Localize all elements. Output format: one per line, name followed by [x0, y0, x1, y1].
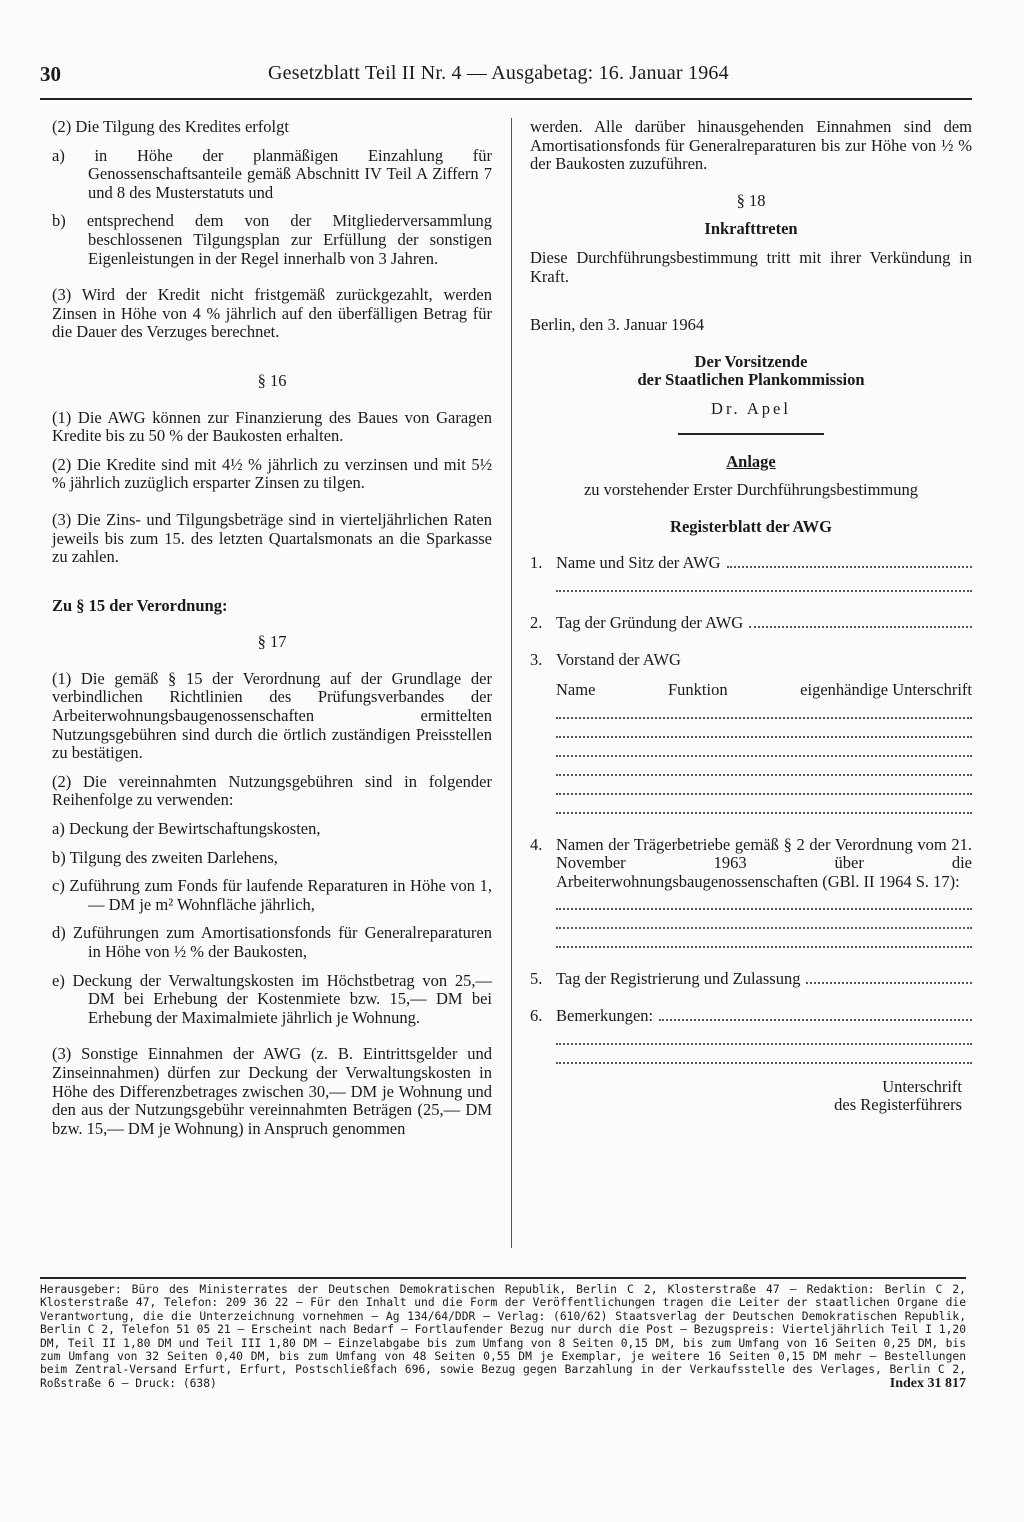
fill-in-line[interactable] — [749, 625, 972, 628]
form-item: 5. Tag der Registrierung und Zulassung — [530, 970, 972, 989]
form-item: 2. Tag der Gründung der AWG — [530, 614, 972, 633]
subsection-heading: Zu § 15 der Verordnung: — [52, 595, 228, 615]
fill-in-line[interactable] — [556, 1042, 972, 1045]
paragraph: Diese Durchführungsbestimmung tritt mit ihrer Verkündung in Kraft. — [530, 247, 972, 286]
fill-in-line[interactable] — [556, 945, 972, 948]
fill-in-line[interactable] — [556, 735, 972, 738]
paragraph: (3) Sonstige Einnahmen der AWG (z. B. Eintrittsgelder und Zinseinnahmen) dürfen zur Deckung der Verwaltungskosten in Höhe des Differenzbetrages zwischen 30,— DM je Wohnung und den aus der Nutzungsgebühr vereinnahmten Beträgen (25,— DM bzw. 15,— DM je Wohnung) in Anspruch genommen — [52, 1044, 492, 1138]
section-heading: § 18 — [736, 190, 766, 210]
paragraph: (1) Die AWG können zur Finanzierung des Baues von Garagen Kredite bis zu 50 % der Baukosten erhalten. — [52, 407, 492, 446]
list-item: b) Tilgung des zweiten Darlehens, — [52, 847, 278, 867]
column-divider — [511, 118, 512, 1248]
paragraph: (2) Die vereinnahmten Nutzungsgebühren sind in folgender Reihenfolge zu verwenden: — [52, 771, 492, 810]
place-date: Berlin, den 3. Januar 1964 — [530, 315, 705, 335]
signer-role: der Staatlichen Plankommission — [637, 370, 865, 390]
register-title: Registerblatt der AWG — [670, 516, 832, 536]
list-item: a) Deckung der Bewirtschaftungskosten, — [52, 819, 321, 839]
fill-in-line[interactable] — [806, 981, 972, 984]
fill-in-line[interactable] — [556, 589, 972, 592]
fill-in-line[interactable] — [556, 1061, 972, 1064]
annex-subtitle: zu vorstehender Erster Durchführungsbestimmung — [583, 480, 919, 500]
divider — [678, 433, 824, 435]
section-heading: § 16 — [257, 370, 287, 390]
paragraph: (3) Die Zins- und Tilgungsbeträge sind in vierteljährlichen Raten jeweils bis zum 15. des letzten Quartalsmonats an die Sparkasse zu zahlen. — [52, 509, 492, 567]
paragraph: (3) Wird der Kredit nicht fristgemäß zurückgezahlt, werden Zinsen in Höhe von 4 % jährlich auf den überfälligen Betrag für die Dauer des Verzuges berechnet. — [52, 285, 492, 342]
paragraph: (1) Die gemäß § 15 der Verordnung auf der Grundlage der verbindlichen Richtlinien des Prüfungsverbandes der Arbeiterwohnungsbaugenossenschaften ermittelten Nutzungsgebühren sind durch die örtlich zuständigen Preisstellen zu bestätigen. — [52, 668, 492, 763]
fill-in-line[interactable] — [556, 907, 972, 910]
left-column — [52, 118, 492, 1138]
fill-in-line[interactable] — [556, 811, 972, 814]
list-item: a) in Höhe der planmäßigen Einzahlung für Genossenschaftsanteile gemäß Abschnitt IV Teil A Ziffern 7 und 8 des Musterstatuts und — [52, 145, 492, 202]
annex-title: Anlage — [726, 451, 776, 471]
fill-in-line[interactable] — [556, 754, 972, 757]
list-item: e) Deckung der Verwaltungskosten im Höchstbetrag von 25,— DM bei Erhebung der Kostenmiete bzw. 15,— DM bei Erhebung der Maximalmiete jährlich je Wohnung. — [52, 970, 492, 1027]
board-table-header: Name Funktion eigenhändige Unterschrift — [556, 680, 972, 700]
signer-name: Dr. Apel — [711, 398, 791, 418]
gazette-title: Gesetzblatt Teil II Nr. 4 — Ausgabetag: 16. Januar 1964 — [268, 62, 729, 84]
form-item: 1. Name und Sitz der AWG — [530, 554, 972, 573]
form-item: 3. Vorstand der AWG — [530, 649, 681, 669]
form-item: 6. Bemerkungen: — [530, 1007, 972, 1026]
form-item: 4. Namen der Trägerbetriebe gemäß § 2 der Verordnung vom 21. November 1963 über die Arbeiterwohnungsbaugenossenschaften (GBl. II 1964 S. 17): — [530, 834, 972, 891]
fill-in-line[interactable] — [659, 1018, 972, 1021]
paragraph: (2) Die Kredite sind mit 4½ % jährlich zu verzinsen und mit 5½ % jährlich zuzüglich ersparter Zinsen zu tilgen. — [52, 454, 492, 493]
imprint — [40, 1277, 966, 1390]
fill-in-line[interactable] — [727, 565, 972, 568]
fill-in-line[interactable] — [556, 926, 972, 929]
paragraph: (2) Die Tilgung des Kredites erfolgt — [52, 117, 289, 136]
paragraph: werden. Alle darüber hinausgehenden Einnahmen sind dem Amortisationsfonds für Generalreparaturen bis zur Höhe von ½ % der Baukosten zuzuführen. — [530, 117, 972, 174]
fill-in-line[interactable] — [556, 716, 972, 719]
list-item: c) Zuführung zum Fonds für laufende Reparaturen in Höhe von 1,— DM je m² Wohnfläche jährlich, — [52, 876, 492, 914]
right-column — [530, 118, 972, 1115]
section-title: Inkrafttreten — [704, 219, 798, 239]
imprint-text: Herausgeber: Büro des Ministerrates der Deutschen Demokratischen Republik, Berlin C 2, Klosterstraße 47 — Redaktion: Berlin C 2, Klosterstraße 47, Telefon: 209 36 22 — Für den Inhalt und die Form der Veröffentlichungen tragen die Leiter der staatlichen Organe die Verantwortung, die die Unterzeichnung vornehmen — Ag 134/64/DDR — Verlag: (610/62) Staatsverlag der Deutschen Demokratischen Republik, Berlin C 2, Telefon 51 05 21 — Erscheint nach Bedarf — Fortlaufender Bezug nur durch die Post — Bezugspreis: Vierteljährlich Teil I 1,20 DM, Teil II 1,80 DM und Teil III 1,80 DM — Einzelabgabe bis zum Umfang von 8 Seiten 0,15 DM, bis zum Umfang von 16 Seiten 0,25 DM, bis zum Umfang von 32 Seiten 0,40 DM, bis zum Umfang von 48 Seiten 0,55 DM je Exemplar, je weitere 16 Seiten 0,15 DM mehr — Bestellungen beim Zentral-Versand Erfurt, Erfurt, Postschließfach 696, sowie Bezug gegen Barzahlung in der Verkaufsstelle des Verlages, Berlin C 2, Roßstraße 6 — Druck: (638) — [40, 1283, 966, 1390]
fill-in-line[interactable] — [556, 792, 972, 795]
signature-caption: Unterschrift des Registerführers — [834, 1076, 962, 1115]
list-item: d) Zuführungen zum Amortisationsfonds für Generalreparaturen in Höhe von ½ % der Baukosten, — [52, 923, 492, 961]
page-header — [40, 58, 972, 100]
section-heading: § 17 — [257, 632, 287, 652]
fill-in-line[interactable] — [556, 773, 972, 776]
page-number: 30 — [40, 62, 61, 86]
signer-role: Der Vorsitzende — [694, 351, 808, 371]
index-number: Index 31 817 — [889, 1375, 966, 1391]
list-item: b) entsprechend dem von der Mitgliederversammlung beschlossenen Tilgungsplan zur Erfüllung der sonstigen Eigenleistungen in der Regel innerhalb von 3 Jahren. — [52, 211, 492, 268]
